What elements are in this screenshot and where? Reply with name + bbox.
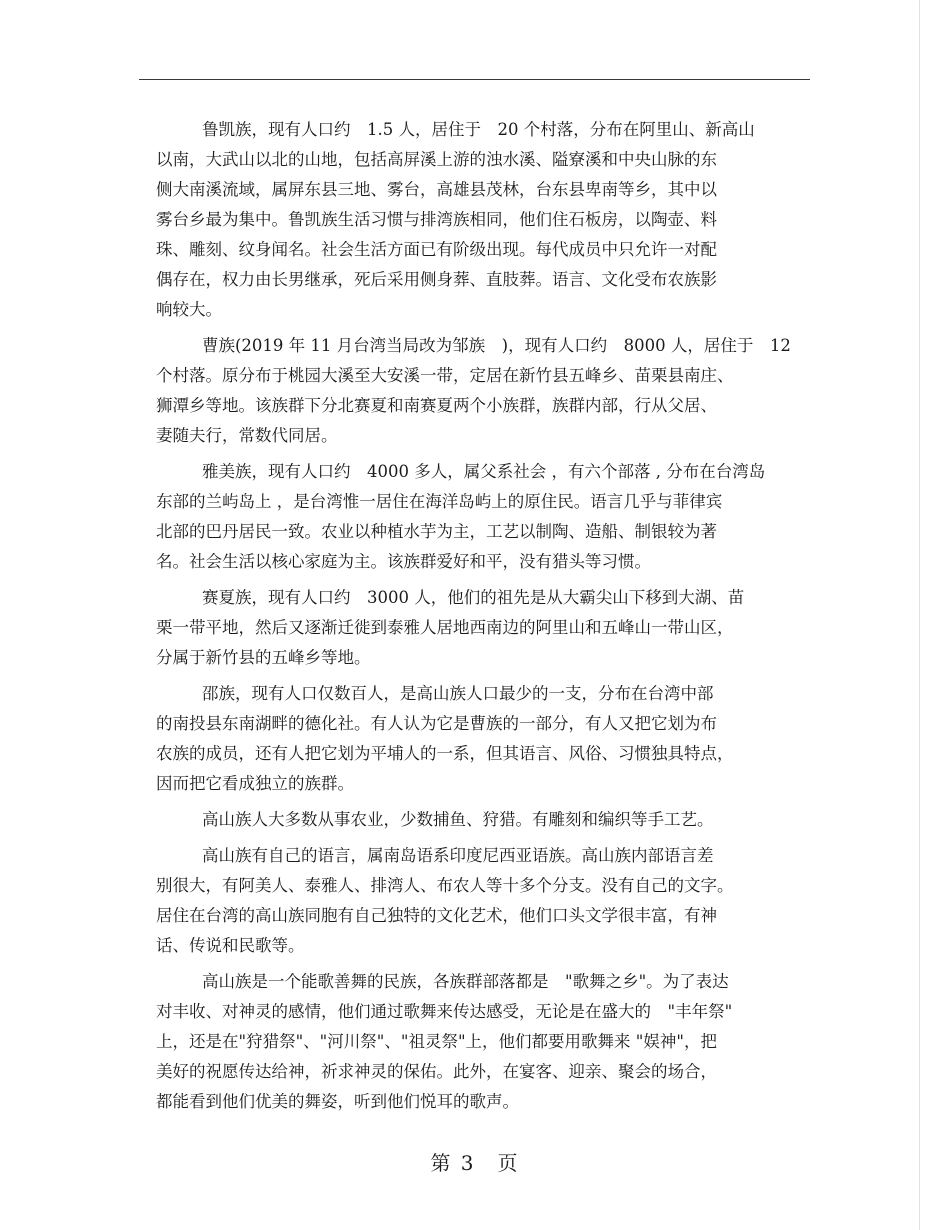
text-line: 狮潭乡等地。该族群下分北赛夏和南赛夏两个小族群，族群内部，行从父居、 <box>156 396 717 415</box>
text-line: 上，还是在"狩猎祭"、"河川祭"、"祖灵祭"上，他们都要用歌舞来 "娱神"，把 <box>156 1032 717 1051</box>
text-line: 妻随夫行，常数代同居。 <box>156 426 338 445</box>
text-line: 雅美族，现有人口约 4000 多人，属父系社会 ，有六个部落 , 分布在台湾岛 <box>202 462 766 481</box>
text-line: 都能看到他们优美的舞姿，听到他们悦耳的歌声。 <box>156 1092 519 1111</box>
paragraph-song-dance <box>156 967 796 1117</box>
paragraph-thao <box>156 679 796 799</box>
text-line: 东部的兰屿岛上 ，是台湾惟一居住在海洋岛屿上的原住民。语言几乎与菲律宾 <box>156 492 723 511</box>
page-number: 第 3 页 <box>430 1151 520 1175</box>
text-line: 响较大。 <box>156 300 222 319</box>
text-line: 因而把它看成独立的族群。 <box>156 774 354 793</box>
paragraph-yami <box>156 457 796 577</box>
text-line: 栗一带平地，然后又逐渐迁徙到泰雅人居地西南边的阿里山和五峰山一带山区， <box>156 618 734 637</box>
text-line: 高山族是一个能歌善舞的民族，各族群部落都是 "歌舞之乡"。为了表达 <box>202 972 729 991</box>
text-line: 对丰收、对神灵的感情，他们通过歌舞来传达感受，无论是在盛大的 "丰年祭" <box>156 1002 733 1021</box>
text-line: 居住在台湾的高山族同胞有自己独特的文化艺术，他们口头文学很丰富，有神 <box>156 906 717 925</box>
text-line: 别很大，有阿美人、泰雅人、排湾人、布农人等十多个分支。没有自己的文字。 <box>156 876 734 895</box>
text-line: 分属于新竹县的五峰乡等地。 <box>156 648 371 667</box>
text-line: 侧大南溪流域，属屏东县三地、雾台，高雄县茂林，台东县卑南等乡，其中以 <box>156 180 717 199</box>
text-line: 邵族，现有人口仅数百人，是高山族人口最少的一支，分布在台湾中部 <box>202 684 714 703</box>
text-line: 以南，大武山以北的山地，包括高屏溪上游的浊水溪、隘寮溪和中央山脉的东 <box>156 150 717 169</box>
paragraph-saisiyat <box>156 583 796 673</box>
text-line: 高山族人大多数从事农业，少数捕鱼、狩猎。有雕刻和编织等手工艺。 <box>202 810 714 829</box>
text-line: 赛夏族，现有人口约 3000 人，他们的祖先是从大霸尖山下移到大湖、苗 <box>202 588 745 607</box>
text-line: 的南投县东南湖畔的德化社。有人认为它是曹族的一部分，有人又把它划为布 <box>156 714 717 733</box>
text-line: 高山族有自己的语言，属南岛语系印度尼西亚语族。高山族内部语言差 <box>202 846 714 865</box>
paragraph-language <box>156 841 796 961</box>
text-line: 名。社会生活以核心家庭为主。该族群爱好和平，没有猎头等习惯。 <box>156 552 651 571</box>
header-rule <box>139 79 810 80</box>
text-line: 雾台乡最为集中。鲁凯族生活习惯与排湾族相同，他们住石板房，以陶壶、料 <box>156 210 717 229</box>
text-line: 话、传说和民歌等。 <box>156 936 305 955</box>
page-edge-line <box>919 0 920 1230</box>
text-line: 个村落。原分布于桃园大溪至大安溪一带，定居在新竹县五峰乡、苗栗县南庄、 <box>156 366 734 385</box>
document-body <box>156 115 796 1123</box>
paragraph-tsou <box>156 331 796 451</box>
text-line: 鲁凯族，现有人口约 1.5 人，居住于 20 个村落，分布在阿里山、新高山 <box>202 120 755 139</box>
paragraph-economy <box>156 805 796 835</box>
text-line: 偶存在，权力由长男继承，死后采用侧身葬、直肢葬。语言、文化受布农族影 <box>156 270 717 289</box>
text-line: 北部的巴丹居民一致。农业以种植水芋为主，工艺以制陶、造船、制银较为著 <box>156 522 717 541</box>
text-line: 农族的成员，还有人把它划为平埔人的一系，但其语言、风俗、习惯独具特点， <box>156 744 734 763</box>
paragraph-rukai <box>156 115 796 325</box>
text-line: 珠、雕刻、纹身闻名。社会生活方面已有阶级出现。每代成员中只允许一对配 <box>156 240 717 259</box>
text-line: 美好的祝愿传达给神，祈求神灵的保佑。此外，在宴客、迎亲、聚会的场合， <box>156 1062 717 1081</box>
text-line: 曹族(2019 年 11 月台湾当局改为邹族 )，现有人口约 8000 人，居住于 12 <box>202 336 791 355</box>
